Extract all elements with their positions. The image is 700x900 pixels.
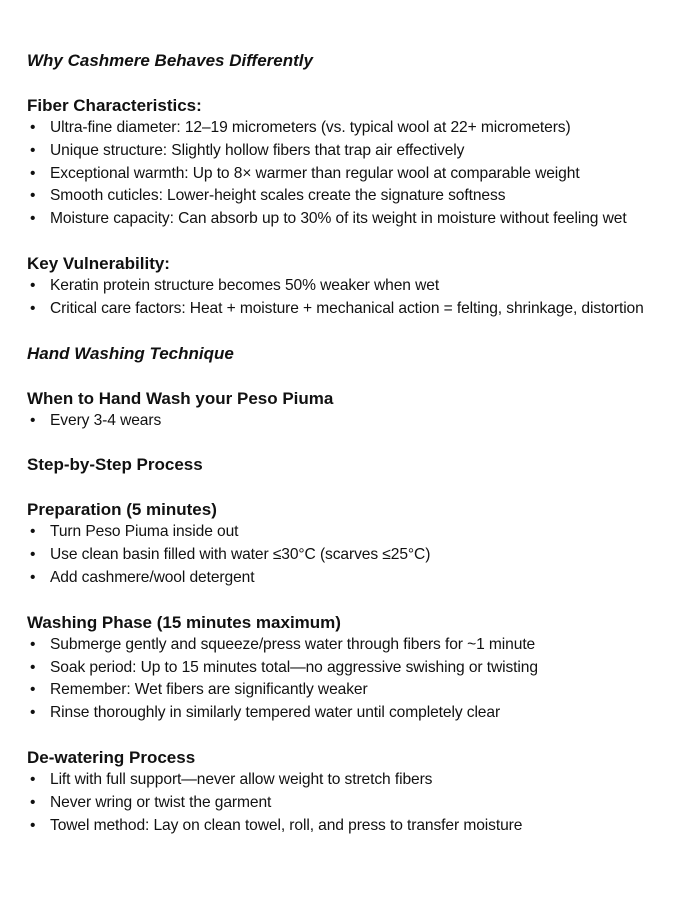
bullet-icon: • bbox=[30, 276, 36, 294]
list-item: • Remember: Wet fibers are significantly weaker bbox=[27, 679, 680, 702]
dewatering-list bbox=[27, 769, 680, 837]
dewatering-section bbox=[27, 747, 680, 837]
bullet-icon: • bbox=[30, 299, 36, 317]
preparation-heading: Preparation (5 minutes) bbox=[27, 500, 217, 520]
bullet-icon: • bbox=[30, 568, 36, 586]
bullet-icon: • bbox=[30, 681, 36, 699]
list-item: • Submerge gently and squeeze/press water through fibers for ~1 minute bbox=[27, 634, 680, 657]
why-cashmere-title: Why Cashmere Behaves Differently bbox=[27, 51, 313, 70]
list-item: • Ultra-fine diameter: 12–19 micrometers (vs. typical wool at 22+ micrometers) bbox=[27, 117, 680, 140]
bullet-icon: • bbox=[30, 770, 36, 788]
list-item: • Moisture capacity: Can absorb up to 30% of its weight in moisture without feeling wet bbox=[27, 208, 680, 231]
bullet-icon: • bbox=[30, 635, 36, 653]
hand-washing-title: Hand Washing Technique bbox=[27, 343, 234, 363]
list-item: • Soak period: Up to 15 minutes total—no aggressive swishing or twisting bbox=[27, 657, 680, 680]
bullet-icon: • bbox=[30, 658, 36, 676]
list-item: • Never wring or twist the garment bbox=[27, 792, 680, 815]
bullet-icon: • bbox=[30, 210, 36, 228]
bullet-icon: • bbox=[30, 704, 36, 722]
bullet-icon: • bbox=[30, 523, 36, 541]
when-to-wash-heading: When to Hand Wash your Peso Piuma bbox=[27, 388, 334, 408]
bullet-icon: • bbox=[30, 141, 36, 159]
list-item: • Every 3-4 wears bbox=[27, 410, 680, 433]
list-item: • Turn Peso Piuma inside out bbox=[27, 521, 680, 544]
bullet-icon: • bbox=[30, 546, 36, 564]
bullet-icon: • bbox=[30, 187, 36, 205]
bullet-icon: • bbox=[30, 119, 36, 136]
bullet-icon: • bbox=[30, 816, 36, 834]
washing-phase-heading: Washing Phase (15 minutes maximum) bbox=[27, 612, 341, 632]
list-item: • Use clean basin filled with water ≤30°C (scarves ≤25°C) bbox=[27, 544, 680, 567]
key-vulnerability-list bbox=[27, 275, 680, 321]
when-to-wash-section bbox=[27, 388, 680, 433]
fiber-characteristics-section bbox=[27, 95, 680, 231]
list-item: • Smooth cuticles: Lower-height scales create the signature softness bbox=[27, 185, 680, 208]
bullet-icon: • bbox=[30, 164, 36, 182]
preparation-section bbox=[27, 499, 680, 589]
washing-phase-list bbox=[27, 634, 680, 725]
list-item: • Critical care factors: Heat + moisture + mechanical action = felting, shrinkage, distortion bbox=[27, 298, 680, 321]
list-item: • Lift with full support—never allow weight to stretch fibers bbox=[27, 769, 680, 792]
list-item: • Keratin protein structure becomes 50% weaker when wet bbox=[27, 275, 680, 298]
dewatering-heading: De-watering Process bbox=[27, 747, 196, 767]
bullet-icon: • bbox=[30, 793, 36, 811]
key-vulnerability-section bbox=[27, 253, 680, 321]
list-item: • Add cashmere/wool detergent bbox=[27, 567, 680, 590]
when-to-wash-list bbox=[27, 410, 680, 433]
list-item: • Rinse thoroughly in similarly tempered water until completely clear bbox=[27, 702, 680, 725]
fiber-characteristics-heading: Fiber Characteristics: bbox=[27, 96, 202, 115]
list-item: • Exceptional warmth: Up to 8× warmer than regular wool at comparable weight bbox=[27, 163, 680, 186]
washing-phase-section bbox=[27, 612, 680, 725]
bullet-icon: • bbox=[30, 411, 36, 429]
step-by-step-heading: Step-by-Step Process bbox=[27, 455, 203, 475]
list-item: • Unique structure: Slightly hollow fibers that trap air effectively bbox=[27, 140, 680, 163]
key-vulnerability-heading: Key Vulnerability: bbox=[27, 253, 170, 273]
list-item: • Towel method: Lay on clean towel, roll, and press to transfer moisture bbox=[27, 815, 680, 838]
fiber-characteristics-list bbox=[27, 117, 680, 231]
preparation-list bbox=[27, 521, 680, 589]
